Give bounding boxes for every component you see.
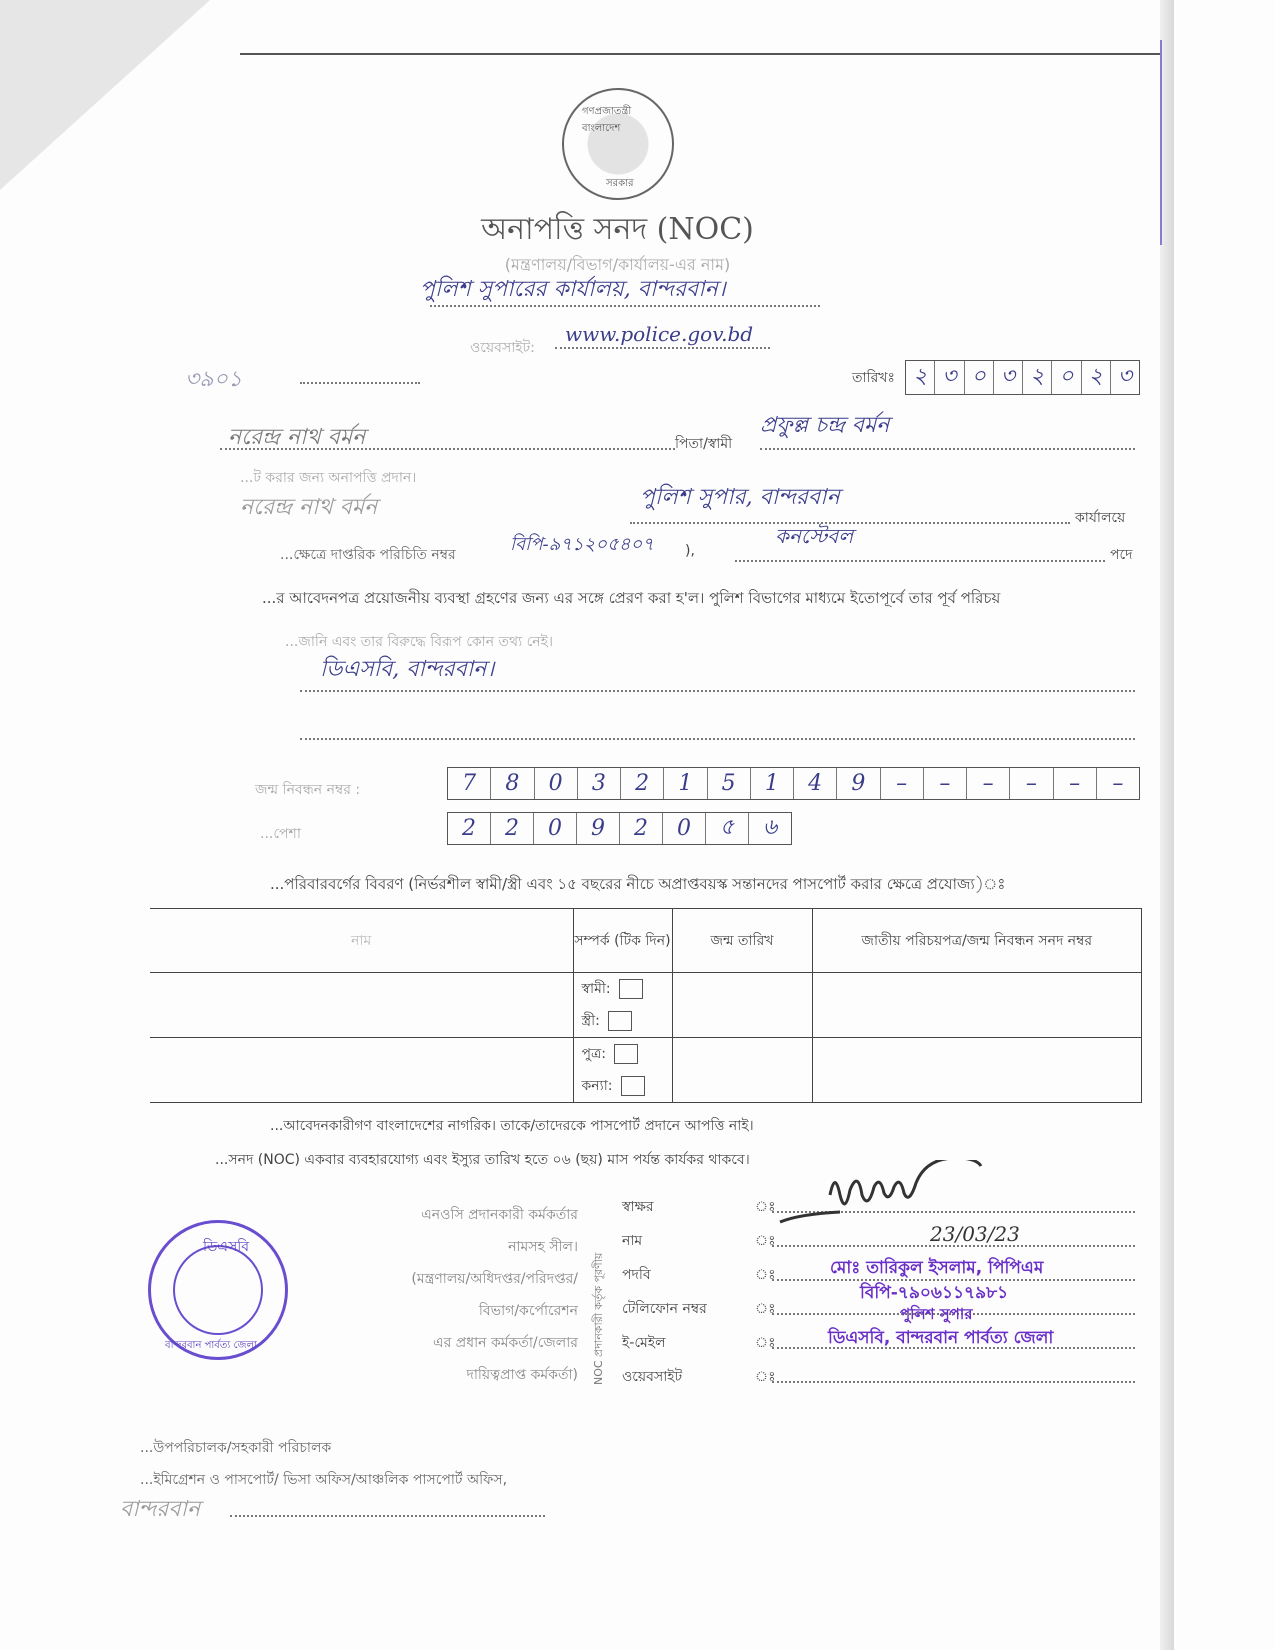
body-line-1: ...র আবেদনপত্র প্রয়োজনীয় ব্যবস্থা গ্রহণের জন্য এর সঙ্গে প্রেরণ করা হ'ল। পুলিশ বিভাগের মাধ্যমে ইতোপূর্বে তার পূর্ব পরিচয় [262,589,1001,607]
purpose-text: ...ট করার জন্য অনাপত্তি প্রদান। [240,470,417,486]
id-value: বিপি-৯৭১২০৫৪০৭ [510,534,654,555]
digit-box: 2 [448,813,491,844]
digit-box: – [967,768,1010,799]
checkbox-husband[interactable] [619,979,643,999]
field-line [772,1381,1135,1383]
page-title: অনাপত্তি সনদ (NOC) [481,212,754,247]
digit-box: ০ [965,361,994,394]
stamp-designation: পুলিশ সুপার [900,1305,973,1323]
stamp-office: ডিএসবি, বান্দরবান পার্বত্য জেলা [828,1328,1054,1348]
body-line-2: ...জানি এবং তার বিরুদ্ধে বিরূপ কোন তথ্য নেই। [285,634,553,650]
applicant-name: নরেন্দ্র নাথ বর্মন [228,425,366,450]
round-stamp-bottom: বান্দরবান পার্বত্য জেলা [165,1340,257,1351]
digit-box: ২ [1023,361,1052,394]
field-colon: ঃ [755,1233,776,1249]
sign-date: 23/03/23 [930,1222,1020,1246]
field-colon: ঃ [755,1369,776,1385]
digit-box: ৩ [994,361,1023,394]
digit-box: 0 [663,813,706,844]
folded-corner [0,0,210,190]
field-label: ই-মেইল [622,1335,666,1351]
officer-desc-line: (মন্ত্রণালয়/অধিদপ্তর/পরিদপ্তর/ [411,1271,578,1287]
note-2: ...সনদ (NOC) একবার ব্যবহারযোগ্য এবং ইস্যুর তারিখ হতে ০৬ (ছয়) মাস পর্যন্ত কার্যকর থাকবে। [215,1152,750,1168]
digit-box: – [924,768,967,799]
checkbox-son[interactable] [614,1044,638,1064]
birth-reg-boxes [447,767,1140,800]
header-name: নাম [150,909,573,973]
signature [770,1160,1030,1230]
digit-box: – [1112,771,1124,796]
date-boxes [905,360,1140,395]
checkbox-wife[interactable] [608,1011,632,1031]
seal-text-bottom: সরকার [606,178,634,189]
officer-desc-line: দায়িত্বপ্রাপ্ত কর্মকর্তা) [466,1367,578,1383]
dob-label: ...পেশা [260,826,301,842]
officer-desc-line: এর প্রধান কর্মকর্তা/জেলার [432,1335,578,1351]
post-value: কনস্টেবল [775,524,854,548]
office-value: পুলিশ সুপার, বান্দরবান [640,485,840,510]
website-label: ওয়েবসাইট: [470,340,535,356]
id-label: ...ক্ষেত্রে দাপ্তরিক পরিচিতি নম্বর [280,547,456,563]
recipient-line-2: ...ইমিগ্রেশন ও পাসপোর্ট/ ভিসা অফিস/আঞ্চলিক পাসপোর্ট অফিস, [140,1472,508,1488]
digit-box: ২ [906,361,935,394]
checkbox-daughter[interactable] [621,1076,645,1096]
digit-box: ৩ [1117,364,1133,389]
family-intro: ...পরিবারবর্গের বিবরণ (নির্ভরশীল স্বামী/স্ত্রী এবং ১৫ বছরের নীচে অপ্রাপ্তবয়স্ক সন্তানদের পাসপোর্ট করার ক্ষেত্রে প্রযোজ্য)ঃ [270,875,1006,893]
relation-son: পুত্র: [581,1046,607,1062]
round-stamp-top: ডিএসবি [203,1239,250,1255]
digit-box: ৫ [706,813,749,844]
officer-desc-line: নামসহ সীল। [508,1239,578,1255]
header-dob: জন্ম তারিখ [672,909,812,973]
id-close: ), [685,543,695,559]
digit-box: 2 [491,813,534,844]
digit-box: ৬ [762,815,778,840]
digit-box: – [881,768,924,799]
family-table [150,908,1142,1103]
field-colon: ঃ [755,1335,776,1351]
digit-box: 0 [535,768,578,799]
field-label: টেলিফোন নম্বর [622,1301,707,1317]
recipient-line-1: ...উপপরিচালক/সহকারী পরিচালক [140,1440,332,1456]
digit-box: – [1010,768,1053,799]
office-suffix: কার্যালয়ে [1075,510,1126,526]
digit-box: 5 [708,768,751,799]
seal-text-top: গণপ্রজাতন্ত্রী বাংলাদেশ [582,106,632,134]
officer-desc-line: বিভাগ/কর্পোরেশন [478,1303,578,1319]
table-row [150,1038,1142,1103]
header-nid: জাতীয় পরিচয়পত্র/জন্ম নিবন্ধন সনদ নম্বর [812,909,1142,973]
digit-box: 1 [664,768,707,799]
relation-husband: স্বামী: [581,981,611,997]
field-label: ওয়েবসাইট [622,1369,683,1385]
subtitle: (মন্ত্রণালয়/বিভাগ/কার্যালয়-এর নাম) [504,255,731,274]
table-row [150,973,1142,1038]
memo-number: ৩৯০১ [185,367,243,392]
note-1: ...আবেদনকারীগণ বাংলাদেশের নাগরিক। তাকে/তাদেরকে পাসপোর্ট প্রদানে আপত্তি নাই। [270,1118,754,1134]
digit-box: 1 [751,768,794,799]
post-suffix: পদে [1110,547,1133,563]
digit-box: 0 [534,813,577,844]
father-name: প্রফুল্ল চন্দ্র বর্মন [760,413,890,438]
website-value: www.police.gov.bd [565,322,754,346]
date-label: তারিখঃ [852,370,895,386]
round-stamp [148,1220,288,1360]
vertical-note: NOC প্রদানকারী কর্তৃক পূরণীয় [592,1252,605,1385]
digit-box: 2 [621,768,664,799]
stamp-name: মোঃ তারিকুল ইসলাম, পিপিএম [830,1258,1044,1278]
government-seal [562,88,674,200]
field-colon: ঃ [755,1199,776,1215]
digit-box: ৩ [935,361,964,394]
recipient-city: বান্দরবান [120,1497,201,1522]
digit-box: 3 [578,768,621,799]
digit-box: 2 [620,813,663,844]
birth-reg-label: জন্ম নিবন্ধন নম্বর : [255,782,361,798]
digit-box: – [1054,768,1097,799]
field-label: স্বাক্ষর [622,1199,654,1215]
officer-description [300,1203,578,1395]
digit-box: 4 [794,768,837,799]
header-relation: সম্পর্ক (টিক দিন) [573,909,672,973]
field-label: পদবি [622,1267,651,1283]
digit-box: 9 [577,813,620,844]
digit-box: 7 [448,768,491,799]
digit-box: 9 [837,768,880,799]
digit-box: ০ [1052,361,1081,394]
field-colon: ঃ [755,1267,776,1283]
digit-box: 8 [491,768,534,799]
applicant-name-repeat: নরেন্দ্র নাথ বর্মন [240,495,378,520]
digit-box: ২ [1082,361,1111,394]
relation-daughter: কন্যা: [581,1078,613,1094]
relation-wife: স্ত্রী: [581,1013,600,1029]
father-label: পিতা/স্বামী [675,436,733,452]
officer-desc-line: এনওসি প্রদানকারী কর্মকর্তার [421,1207,578,1223]
dob-boxes [447,812,792,845]
remark: ডিএসবি, বান্দরবান। [320,657,495,682]
field-colon: ঃ [755,1301,776,1317]
stamp-id: বিপি-৭৯০৬১১৭৯৮১ [860,1283,1009,1303]
office-name: পুলিশ সুপারের কার্যালয়, বান্দরবান। [420,277,726,302]
top-rule [240,53,1160,55]
field-label: নাম [622,1233,643,1249]
